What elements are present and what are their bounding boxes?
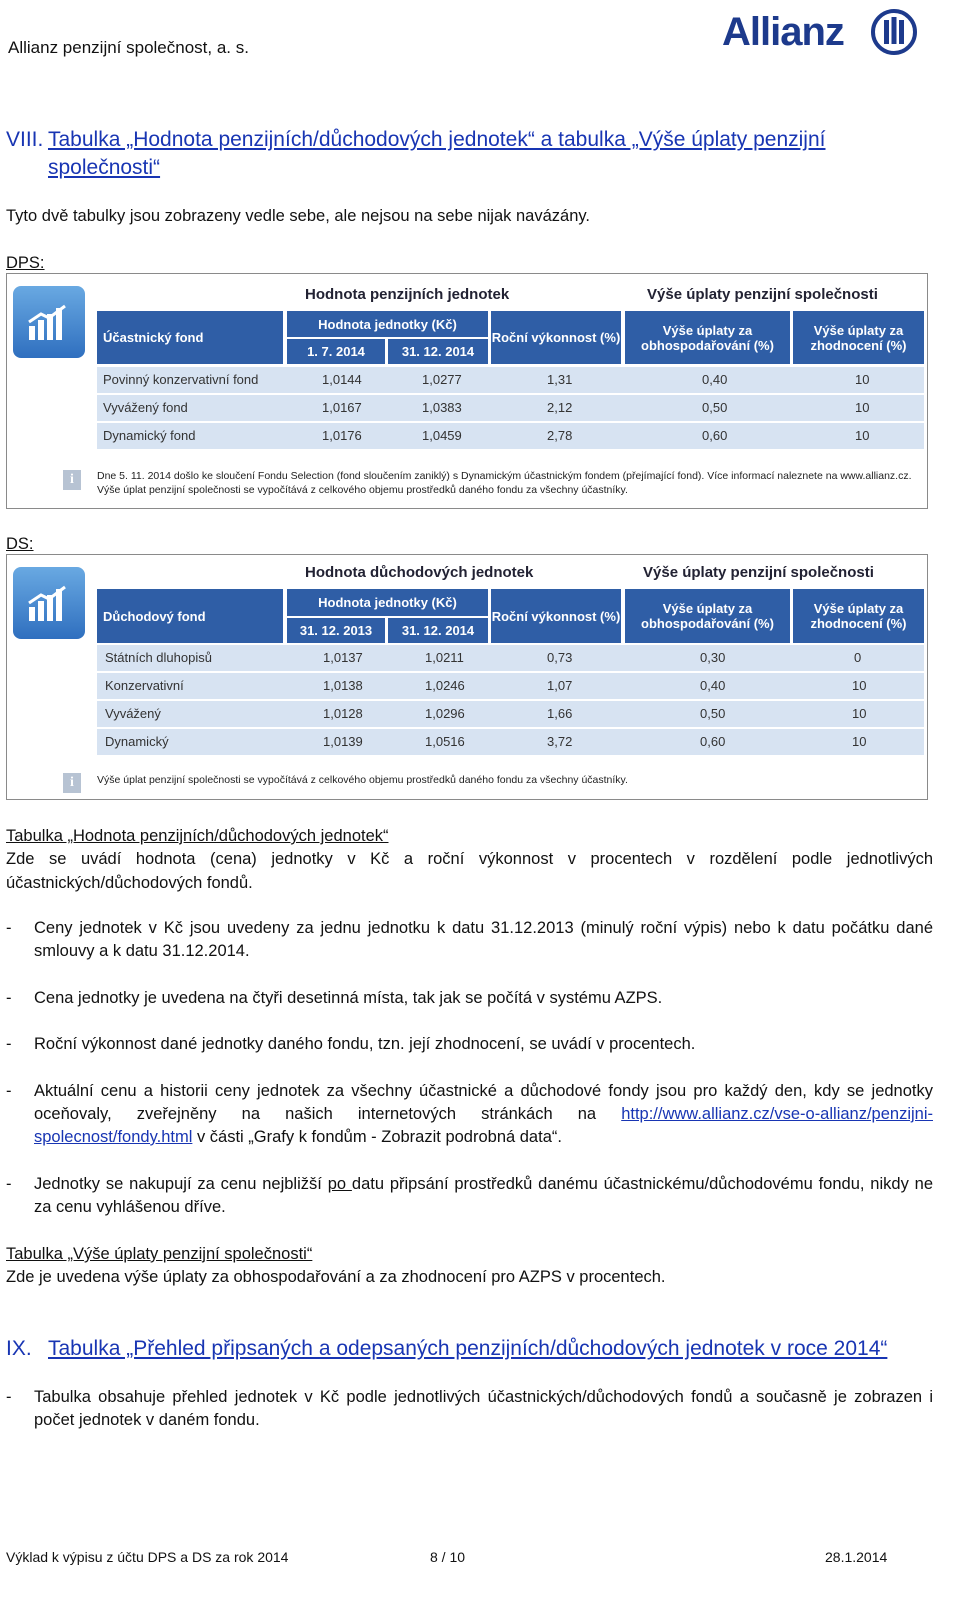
value-2: 1,0277 <box>422 372 462 387</box>
section-8-heading <box>6 126 936 182</box>
ds-col-mgmt: Výše úplaty za obhospodařování (%) <box>625 589 790 643</box>
fund-name: Vyvážený fond <box>103 400 188 415</box>
ds-date2: 31. 12. 2014 <box>388 618 488 643</box>
dps-note <box>97 469 917 497</box>
allianz-emblem-icon <box>870 8 918 56</box>
table-row <box>97 673 924 699</box>
eval-fee: 10 <box>855 372 870 387</box>
mgmt-fee: 0,40 <box>702 372 728 387</box>
bullet-underlined: po <box>327 1175 352 1193</box>
table-row <box>97 367 924 393</box>
value-2: 1,0211 <box>425 650 464 665</box>
eval-fee: 10 <box>852 706 867 721</box>
info-icon: i <box>63 470 81 490</box>
bullet-text-end: datu připsání prostředků danému účastnickému/důchodovému fondu, nikdy ne za cenu vyhlášenou dříve. <box>34 1175 934 1216</box>
section-8-title-line1: Tabulka „Hodnota penzijních/důchodových jednotek“ a tabulka „Výše úplaty penzijní <box>48 128 826 151</box>
dps-title-left: Hodnota penzijních jednotek <box>305 286 510 303</box>
ds-col-value: Hodnota jednotky (Kč) <box>287 589 488 616</box>
section-9-title: Tabulka „Přehled připsaných a odepsaných penzijních/důchodových jednotek v roce 2014“ <box>48 1337 888 1360</box>
eval-fee: 10 <box>852 678 867 693</box>
ds-col-perf: Roční výkonnost (%) <box>491 589 621 643</box>
bullet-text: Aktuální cenu a historii ceny jednotek za všechny účastnické a důchodové fondy jsou pro každý den, kdy se jednotky oceňovaly, zveřejněny na našich internetových stránkách na <box>34 1082 933 1123</box>
value-2: 1,0459 <box>422 428 462 443</box>
value-1: 1,0137 <box>323 650 363 665</box>
fund-name: Konzervativní <box>105 678 184 693</box>
dps-date1: 1. 7. 2014 <box>287 339 385 364</box>
value-1: 1,0167 <box>322 400 362 415</box>
mgmt-fee: 0,30 <box>700 650 726 665</box>
value-1: 1,0144 <box>322 372 362 387</box>
chart-icon <box>13 567 85 639</box>
performance: 2,12 <box>547 400 573 415</box>
list-item: - Aktuální cenu a historii ceny jednotek za všechny účastnické a důchodové fondy jsou pro každý den, kdy se jednotky oceňovaly, zveřejněny na našich internetových stránkách na http://www.allianz.cz/vse-o-allianz/penzijni-spolecnost/fondy.html v části „Grafy k fondům - Zobrazit podrobná data“. <box>6 1082 933 1146</box>
value-1: 1,0138 <box>323 678 363 693</box>
table-row <box>97 395 924 421</box>
dps-title-right: Výše úplaty penzijní společnosti <box>647 286 878 303</box>
dps-col-perf: Roční výkonnost (%) <box>491 311 621 364</box>
eval-fee: 10 <box>855 428 870 443</box>
ds-label: DS: <box>6 535 34 553</box>
performance: 3,72 <box>547 734 573 749</box>
ds-table-image <box>6 554 928 800</box>
bullet-text: Jednotky se nakupují za cenu nejbližší <box>34 1175 328 1193</box>
mgmt-fee: 0,60 <box>702 428 728 443</box>
fund-name: Vyvážený <box>105 706 161 721</box>
section-9-number: IX. <box>6 1337 32 1360</box>
value-2: 1,0516 <box>425 734 465 749</box>
list-item: - Ceny jednotek v Kč jsou uvedeny za jednu jednotku k datu 31.12.2013 (minulý roční výpis) nebo k datu počátku dané smlouvy a k datu 31.12.2014. <box>6 917 933 963</box>
dps-col-mgmt: Výše úplaty za obhospodařování (%) <box>625 311 790 364</box>
eval-fee: 10 <box>855 400 870 415</box>
bullet-text: Roční výkonnost dané jednotky daného fondu, tzn. její zhodnocení, se uvádí v procentech. <box>34 1035 696 1053</box>
page-number: 8 / 10 <box>430 1549 466 1565</box>
list-item: - Cena jednotky je uvedena na čtyři desetinná místa, tak jak se počítá v systému AZPS. <box>6 987 933 1010</box>
fund-name: Povinný konzervativní fond <box>103 372 259 387</box>
value-2: 1,0296 <box>425 706 465 721</box>
section-8-title-line2: společnosti“ <box>48 156 161 179</box>
allianz-logo <box>722 6 922 58</box>
chart-icon <box>13 286 85 358</box>
section-8-intro: Tyto dvě tabulky jsou zobrazeny vedle sebe, ale nejsou na sebe nijak navázány. <box>6 207 590 225</box>
dps-label: DPS: <box>6 254 45 272</box>
value-1: 1,0128 <box>323 706 363 721</box>
eval-fee: 0 <box>854 650 862 665</box>
dps-note-line2: Výše úplat penzijní společnosti se vypočítává z celkového objemu prostředků daného fondu za všechny účastníky. <box>97 484 628 496</box>
mgmt-fee: 0,50 <box>702 400 728 415</box>
company-name: Allianz penzijní společnost, a. s. <box>8 38 249 57</box>
mgmt-fee: 0,60 <box>700 734 726 749</box>
table-row <box>97 423 924 449</box>
dps-table-image <box>6 273 928 509</box>
table-row <box>97 701 924 727</box>
ds-col-fund: Důchodový fond <box>97 589 283 643</box>
dps-date2: 31. 12. 2014 <box>388 339 488 364</box>
dps-note-line1: Dne 5. 11. 2014 došlo ke sloučení Fondu Selection (fond sloučením zaniklý) s Dynamickým účastnickým fondem (přejímající fond). Více informací naleznete na www.allianz.cz. <box>97 470 912 482</box>
info-icon: i <box>63 773 81 793</box>
value-2: 1,0246 <box>425 678 465 693</box>
performance: 0,73 <box>547 650 573 665</box>
mgmt-fee: 0,50 <box>700 706 726 721</box>
list-item: - Roční výkonnost dané jednotky daného fondu, tzn. její zhodnocení, se uvádí v procentech. <box>6 1033 933 1056</box>
ds-col-eval: Výše úplaty za zhodnocení (%) <box>793 589 924 643</box>
mgmt-fee: 0,40 <box>700 678 726 693</box>
fund-name: Dynamický fond <box>103 428 196 443</box>
dps-col-value: Hodnota jednotky (Kč) <box>287 311 488 337</box>
performance: 1,66 <box>547 706 573 721</box>
footer-title: Výklad k výpisu z účtu DPS a DS za rok 2014 <box>6 1549 289 1565</box>
footer-date: 28.1.2014 <box>825 1549 888 1565</box>
dps-col-fund: Účastnický fond <box>97 311 283 364</box>
performance: 1,07 <box>547 678 573 693</box>
bullet-text: Cena jednotky je uvedena na čtyři desetinná místa, tak jak se počítá v systému AZPS. <box>34 989 663 1007</box>
bullet-text-end: v části „Grafy k fondům - Zobrazit podrobná data“. <box>192 1128 562 1146</box>
value-2: 1,0383 <box>422 400 462 415</box>
explain-paragraph-1: Zde se uvádí hodnota (cena) jednotky v Kč a roční výkonnost v procentech v rozdělení podle jednotlivých účastnických/důchodových fondů. <box>6 850 933 892</box>
dps-col-eval: Výše úplaty za zhodnocení (%) <box>793 311 924 364</box>
section-9-heading <box>6 1335 936 1363</box>
explain-heading-1: Tabulka „Hodnota penzijních/důchodových jednotek“ <box>6 827 389 845</box>
fund-data-link[interactable]: http://www.allianz.cz/vse-o-allianz/penzijni-spolecnost/fondy.html <box>34 1105 933 1146</box>
logo-text: Allianz <box>722 10 844 54</box>
ds-title-left: Hodnota důchodových jednotek <box>305 564 534 581</box>
value-1: 1,0176 <box>322 428 362 443</box>
bullet-text: Tabulka obsahuje přehled jednotek v Kč podle jednotlivých účastnických/důchodových fondů a současně je zobrazen i počet jednotek v daném fondu. <box>34 1388 933 1429</box>
bullet-text: Ceny jednotek v Kč jsou uvedeny za jednu jednotku k datu 31.12.2013 (minulý roční výpis) nebo k datu počátku dané smlouvy a k datu 31.12.2014. <box>34 919 933 960</box>
eval-fee: 10 <box>852 734 867 749</box>
ds-note: Výše úplat penzijní společnosti se vypočítává z celkového objemu prostředků daného fondu za všechny účastníky. <box>97 774 628 786</box>
table-row <box>97 645 924 671</box>
section-8-number: VIII. <box>6 128 44 151</box>
explain-paragraph-2: Zde je uvedena výše úplaty za obhospodařování a za zhodnocení pro AZPS v procentech. <box>6 1268 666 1286</box>
explain-heading-2: Tabulka „Výše úplaty penzijní společnosti“ <box>6 1245 313 1263</box>
value-1: 1,0139 <box>323 734 363 749</box>
fund-name: Státních dluhopisů <box>105 650 212 665</box>
ds-title-right: Výše úplaty penzijní společnosti <box>643 564 874 581</box>
fund-name: Dynamický <box>105 734 169 749</box>
table-row <box>97 729 924 755</box>
list-item: - Jednotky se nakupují za cenu nejbližší po datu připsání prostředků danému účastnickému/důchodovému fondu, nikdy ne za cenu vyhlášenou dříve. <box>6 1175 934 1216</box>
performance: 2,78 <box>547 428 573 443</box>
ds-date1: 31. 12. 2013 <box>287 618 385 643</box>
performance: 1,31 <box>547 372 573 387</box>
list-item: - Tabulka obsahuje přehled jednotek v Kč podle jednotlivých účastnických/důchodových fondů a současně je zobrazen i počet jednotek v daném fondu. <box>6 1386 933 1432</box>
